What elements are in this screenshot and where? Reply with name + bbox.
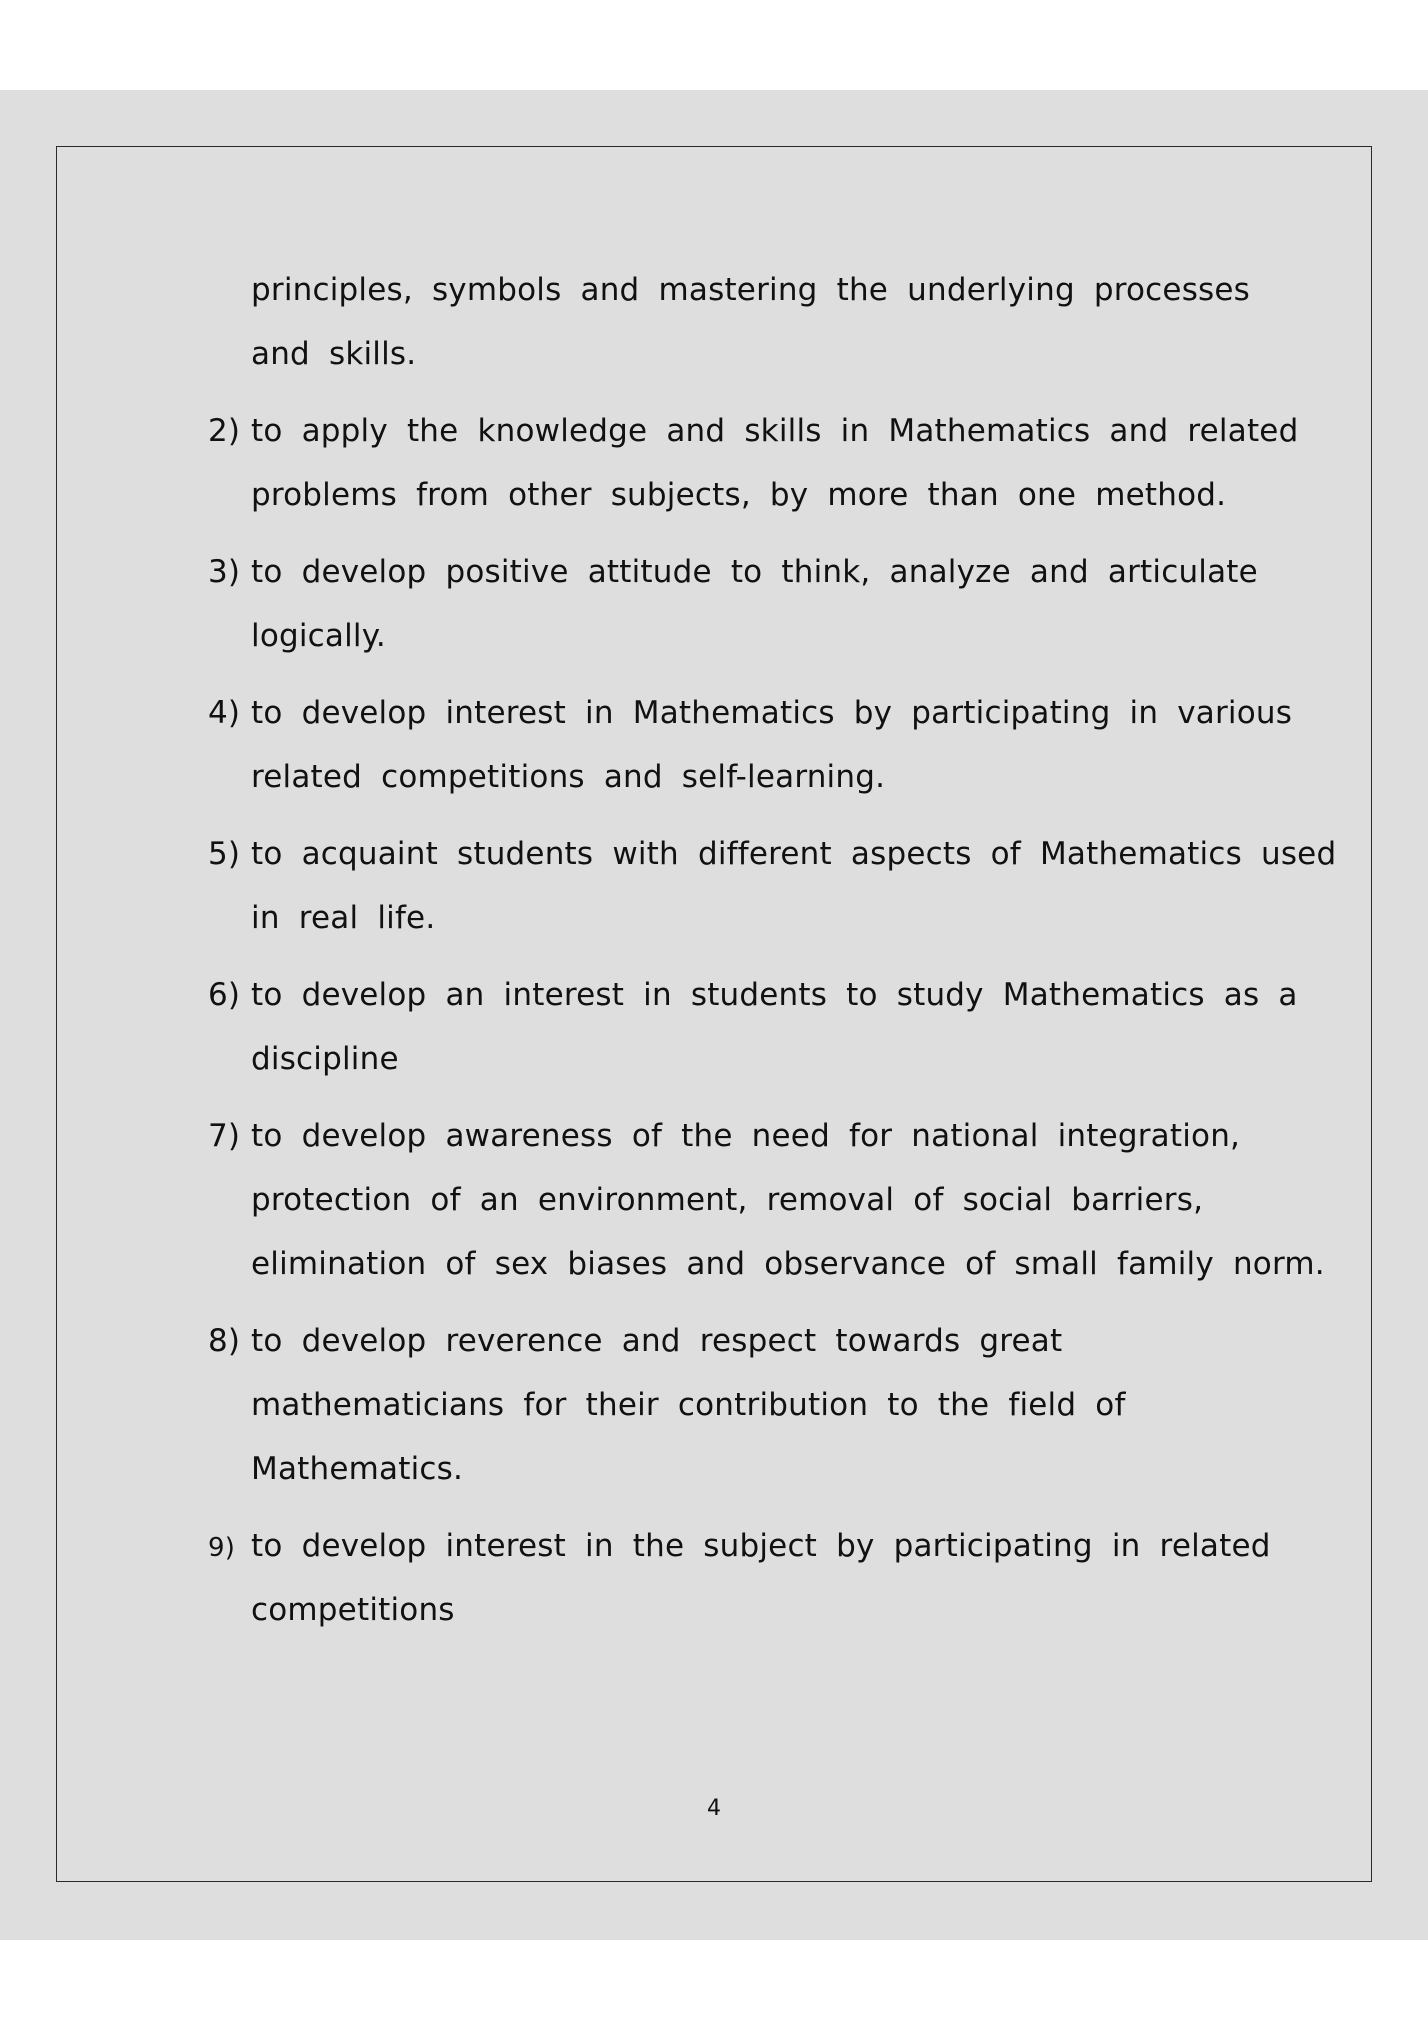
list-item-text: to develop positive attitude to think, analyze and articulate	[251, 554, 1258, 590]
list-item-number: 9)	[208, 1533, 236, 1563]
list-item-text: to develop an interest in students to study Mathematics as a	[251, 977, 1298, 1013]
list-item-number: 3)	[208, 554, 241, 590]
list-item-text: to develop reverence and respect towards great	[251, 1323, 1063, 1359]
list-item	[208, 1104, 1325, 1296]
list-item-text: to develop interest in the subject by participating in related	[251, 1528, 1271, 1564]
list-item-number: 5)	[208, 836, 241, 872]
list-item-text: to apply the knowledge and skills in Mathematics and related	[251, 413, 1299, 449]
list-item	[208, 963, 1298, 1091]
list-item-number: 7)	[208, 1118, 241, 1154]
list-item	[208, 1309, 1288, 1501]
list-item-text: logically.	[251, 618, 386, 654]
document-body	[208, 258, 1337, 1642]
list-item-text: Mathematics.	[251, 1451, 464, 1487]
list-item-text: related competitions and self-learning.	[251, 759, 886, 795]
list-item-text: in real life.	[251, 900, 436, 936]
list-item-number: 2)	[208, 413, 241, 449]
list-item-text: protection of an environment, removal of social barriers,	[251, 1182, 1204, 1218]
list-item-text: elimination of sex biases and observance of small family norm.	[251, 1246, 1325, 1282]
list-item	[208, 1514, 1288, 1642]
list-item	[208, 822, 1337, 950]
list-item-text: competitions	[251, 1592, 455, 1628]
list-item-number: 8)	[208, 1323, 241, 1359]
list-item	[208, 681, 1293, 809]
list-item-text: mathematicians for their contribution to the field of	[251, 1387, 1126, 1423]
list-item-number: 4)	[208, 695, 241, 731]
list-item-number: 6)	[208, 977, 241, 1013]
list-item-text: to develop awareness of the need for national integration,	[251, 1118, 1241, 1154]
list-item-text: to develop interest in Mathematics by participating in various	[251, 695, 1293, 731]
paragraph-line: principles, symbols and mastering the underlying processes	[251, 272, 1251, 308]
list-item-text: to acquaint students with different aspects of Mathematics used	[251, 836, 1337, 872]
list-item	[208, 399, 1299, 527]
paragraph-line: and skills.	[251, 336, 417, 372]
list-item-text: problems from other subjects, by more than one method.	[251, 477, 1227, 513]
page-number: 4	[707, 1796, 721, 1821]
list-item-text: discipline	[251, 1041, 399, 1077]
list-item	[208, 540, 1288, 668]
